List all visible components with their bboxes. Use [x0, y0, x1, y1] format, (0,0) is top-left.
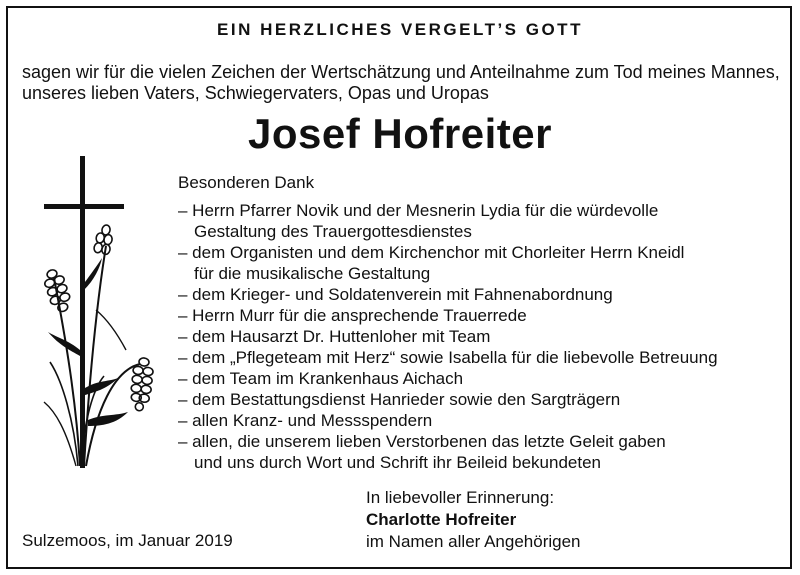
list-item — [178, 347, 788, 368]
thanks-section — [178, 172, 788, 473]
list-item-line: – Herrn Murr für die ansprechende Trauerrede — [178, 306, 527, 325]
notice-header: EIN HERZLICHES VERGELT’S GOTT — [217, 20, 583, 39]
list-item — [178, 242, 788, 284]
list-item-line: für die musikalische Gestaltung — [194, 264, 431, 283]
list-item — [178, 431, 788, 473]
signer-name: Charlotte Hofreiter — [366, 510, 517, 529]
memory-line: In liebevoller Erinnerung: — [366, 488, 555, 507]
list-item-line: – Herrn Pfarrer Novik und der Mesnerin Lydia für die würdevolle — [178, 201, 659, 220]
list-item-line: – dem Hausarzt Dr. Huttenloher mit Team — [178, 327, 491, 346]
list-item — [178, 389, 788, 410]
list-item-line: – dem Organisten und dem Kirchenchor mit Chorleiter Herrn Kneidl — [178, 243, 685, 262]
list-item-line: – dem „Pflegeteam mit Herz“ sowie Isabella für die liebevolle Betreuung — [178, 348, 718, 367]
list-item-line: – dem Bestattungsdienst Hanrieder sowie den Sargträgern — [178, 390, 621, 409]
list-item — [178, 305, 788, 326]
place-date: Sulzemoos, im Januar 2019 — [22, 531, 233, 550]
intro-text — [22, 62, 782, 104]
list-item-line: Gestaltung des Trauergottesdienstes — [194, 222, 472, 241]
signature-block — [366, 487, 581, 553]
family-line: im Namen aller Angehörigen — [366, 532, 581, 551]
deceased-name: Josef Hofreiter — [248, 110, 552, 157]
intro-line: unseres lieben Vaters, Schwiegervaters, Opas und Uropas — [22, 83, 489, 103]
list-item-line: – allen Kranz- und Messspendern — [178, 411, 433, 430]
list-item-line: und uns durch Wort und Schrift ihr Beileid bekundeten — [194, 453, 601, 472]
list-item-line: – dem Krieger- und Soldatenverein mit Fahnenabordnung — [178, 285, 613, 304]
intro-line: sagen wir für die vielen Zeichen der Wertschätzung und Anteilnahme zum Tod meines Mannes, — [22, 62, 780, 82]
list-item-line: – allen, die unserem lieben Verstorbenen das letzte Geleit gaben — [178, 432, 666, 451]
list-item — [178, 368, 788, 389]
cross-with-wheat-icon — [36, 150, 176, 475]
thanks-title: Besonderen Dank — [178, 173, 315, 192]
thanks-list — [178, 200, 788, 473]
list-item — [178, 326, 788, 347]
list-item — [178, 284, 788, 305]
list-item-line: – dem Team im Krankenhaus Aichach — [178, 369, 464, 388]
list-item — [178, 410, 788, 431]
list-item — [178, 200, 788, 242]
